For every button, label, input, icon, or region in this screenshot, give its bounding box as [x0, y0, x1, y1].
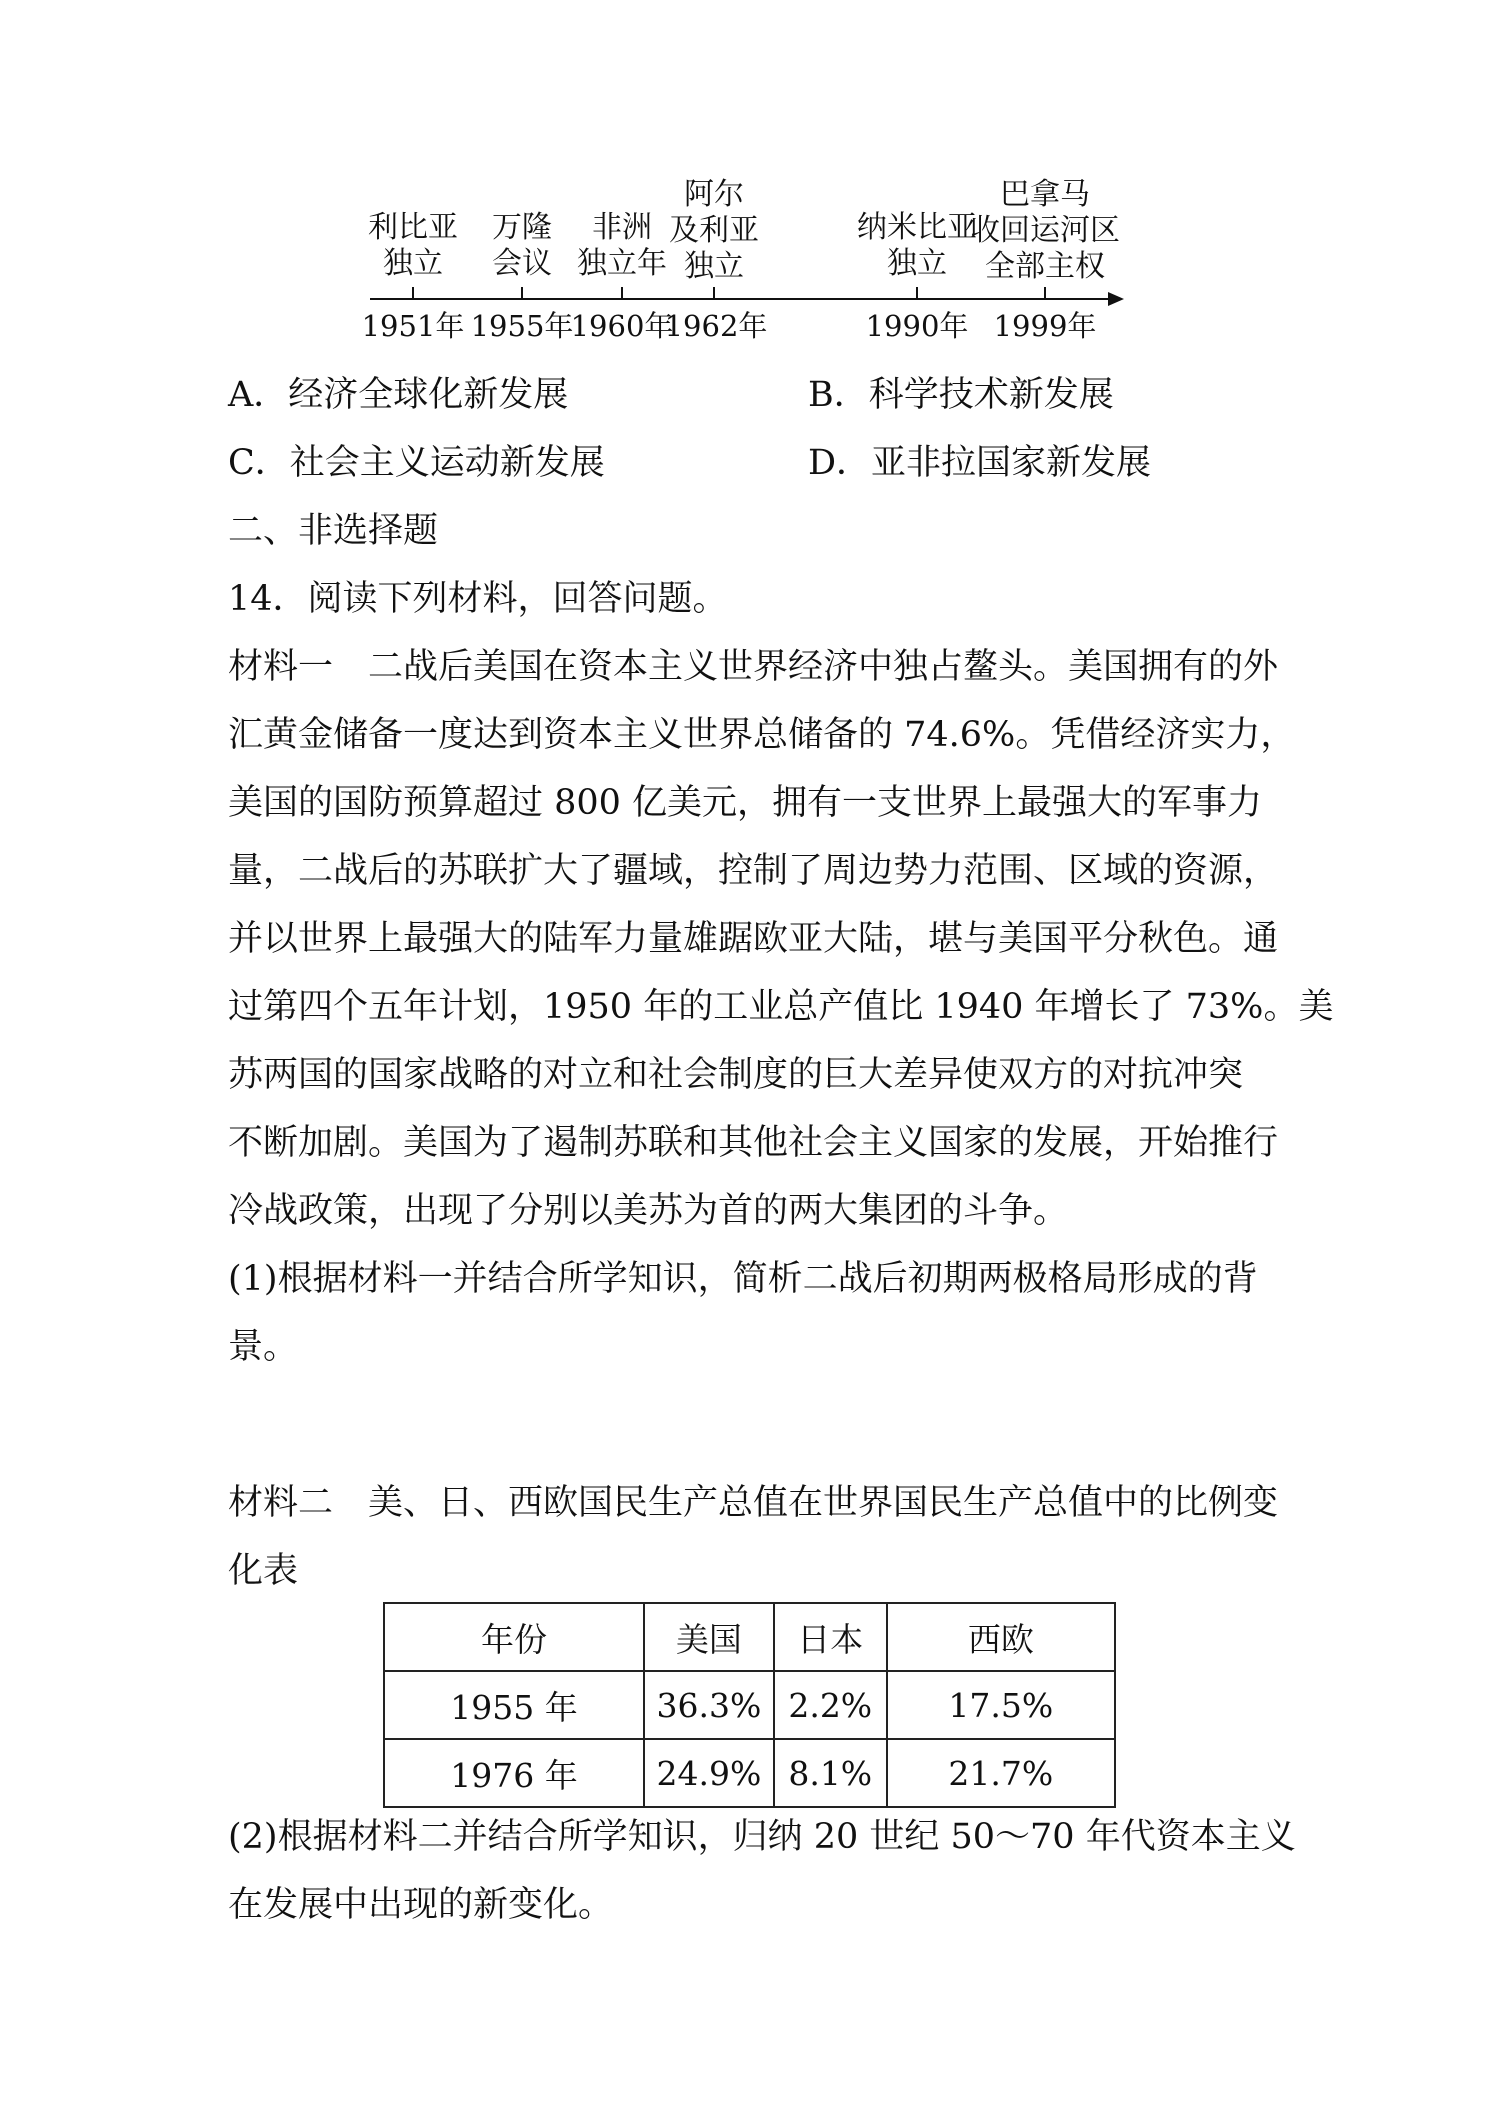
- timeline-year: 1990年: [865, 309, 969, 343]
- timeline-axis: [370, 298, 1110, 300]
- section-title: 二、非选择题: [228, 511, 439, 551]
- text-line: 并以世界上最强大的陆军力量雄踞欧亚大陆，堪与美国平分秋色。通: [228, 919, 1279, 959]
- text-line: 量，二战后的苏联扩大了疆域，控制了周边势力范围、区域的资源，: [228, 851, 1279, 891]
- option-b: B．科学技术新发展: [808, 375, 1114, 415]
- table-header-cell: 西欧: [887, 1603, 1115, 1671]
- question-1-line: 景。: [228, 1327, 299, 1367]
- table-row: [384, 1671, 1115, 1739]
- gdp-share-table: [383, 1602, 1116, 1808]
- timeline-year: 1951年: [361, 309, 465, 343]
- option-d: D．亚非拉国家新发展: [808, 443, 1152, 483]
- timeline-event-label: 巴拿马 收回运河区 全部主权: [970, 177, 1120, 284]
- table-row: [384, 1739, 1115, 1807]
- table-cell: 8.1%: [774, 1739, 887, 1807]
- timeline-tick: [412, 287, 414, 299]
- option-c: C．社会主义运动新发展: [228, 443, 605, 483]
- timeline-event-label: 纳米比亚 独立: [857, 210, 977, 281]
- question-title: 14．阅读下列材料，回答问题。: [228, 579, 728, 619]
- table-header-cell: 美国: [644, 1603, 774, 1671]
- timeline-event-label: 阿尔 及利亚 独立: [669, 177, 759, 284]
- timeline-year: 1960年: [570, 309, 674, 343]
- material-two-line: 化表: [228, 1551, 299, 1591]
- table-cell: 36.3%: [644, 1671, 774, 1739]
- table-cell: 1976 年: [384, 1739, 644, 1807]
- material-two-line: 材料二 美、日、西欧国民生产总值在世界国民生产总值中的比例变: [228, 1483, 1279, 1523]
- table-cell: 24.9%: [644, 1739, 774, 1807]
- timeline-event-label: 利比亚 独立: [368, 210, 458, 281]
- table-cell: 2.2%: [774, 1671, 887, 1739]
- timeline-event-label: 非洲 独立年: [577, 210, 667, 281]
- text-line: 不断加剧。美国为了遏制苏联和其他社会主义国家的发展，开始推行: [228, 1123, 1279, 1163]
- table-cell: 21.7%: [887, 1739, 1115, 1807]
- text-line: 苏两国的国家战略的对立和社会制度的巨大差异使双方的对抗冲突: [228, 1055, 1244, 1095]
- table-header-row: [384, 1603, 1115, 1671]
- question-2-line: 在发展中出现的新变化。: [228, 1885, 614, 1925]
- text-line: 美国的国防预算超过 800 亿美元，拥有一支世界上最强大的军事力: [228, 783, 1263, 823]
- timeline-tick: [621, 287, 623, 299]
- timeline-arrow-icon: [1108, 292, 1124, 306]
- table-cell: 17.5%: [887, 1671, 1115, 1739]
- timeline-event-label: 万隆 会议: [492, 210, 552, 281]
- timeline-year: 1999年: [993, 309, 1097, 343]
- timeline-tick: [1044, 287, 1046, 299]
- option-a: A．经济全球化新发展: [228, 375, 569, 415]
- timeline-year: 1955年: [470, 309, 574, 343]
- text-line: 汇黄金储备一度达到资本主义世界总储备的 74.6%。凭借经济实力，: [228, 715, 1296, 755]
- question-2-line: (2)根据材料二并结合所学知识，归纳 20 世纪 50～70 年代资本主义: [228, 1817, 1296, 1857]
- timeline-tick: [916, 287, 918, 299]
- table-cell: 1955 年: [384, 1671, 644, 1739]
- timeline-tick: [521, 287, 523, 299]
- text-line: 过第四个五年计划，1950 年的工业总产值比 1940 年增长了 73%。美: [228, 987, 1334, 1027]
- table-header-cell: 日本: [774, 1603, 887, 1671]
- table-header-cell: 年份: [384, 1603, 644, 1671]
- timeline-tick: [713, 287, 715, 299]
- question-1-line: (1)根据材料一并结合所学知识，简析二战后初期两极格局形成的背: [228, 1259, 1258, 1299]
- text-line: 冷战政策，出现了分别以美苏为首的两大集团的斗争。: [228, 1191, 1069, 1231]
- text-line: 材料一 二战后美国在资本主义世界经济中独占鳌头。美国拥有的外: [228, 647, 1279, 687]
- timeline-year: 1962年: [664, 309, 768, 343]
